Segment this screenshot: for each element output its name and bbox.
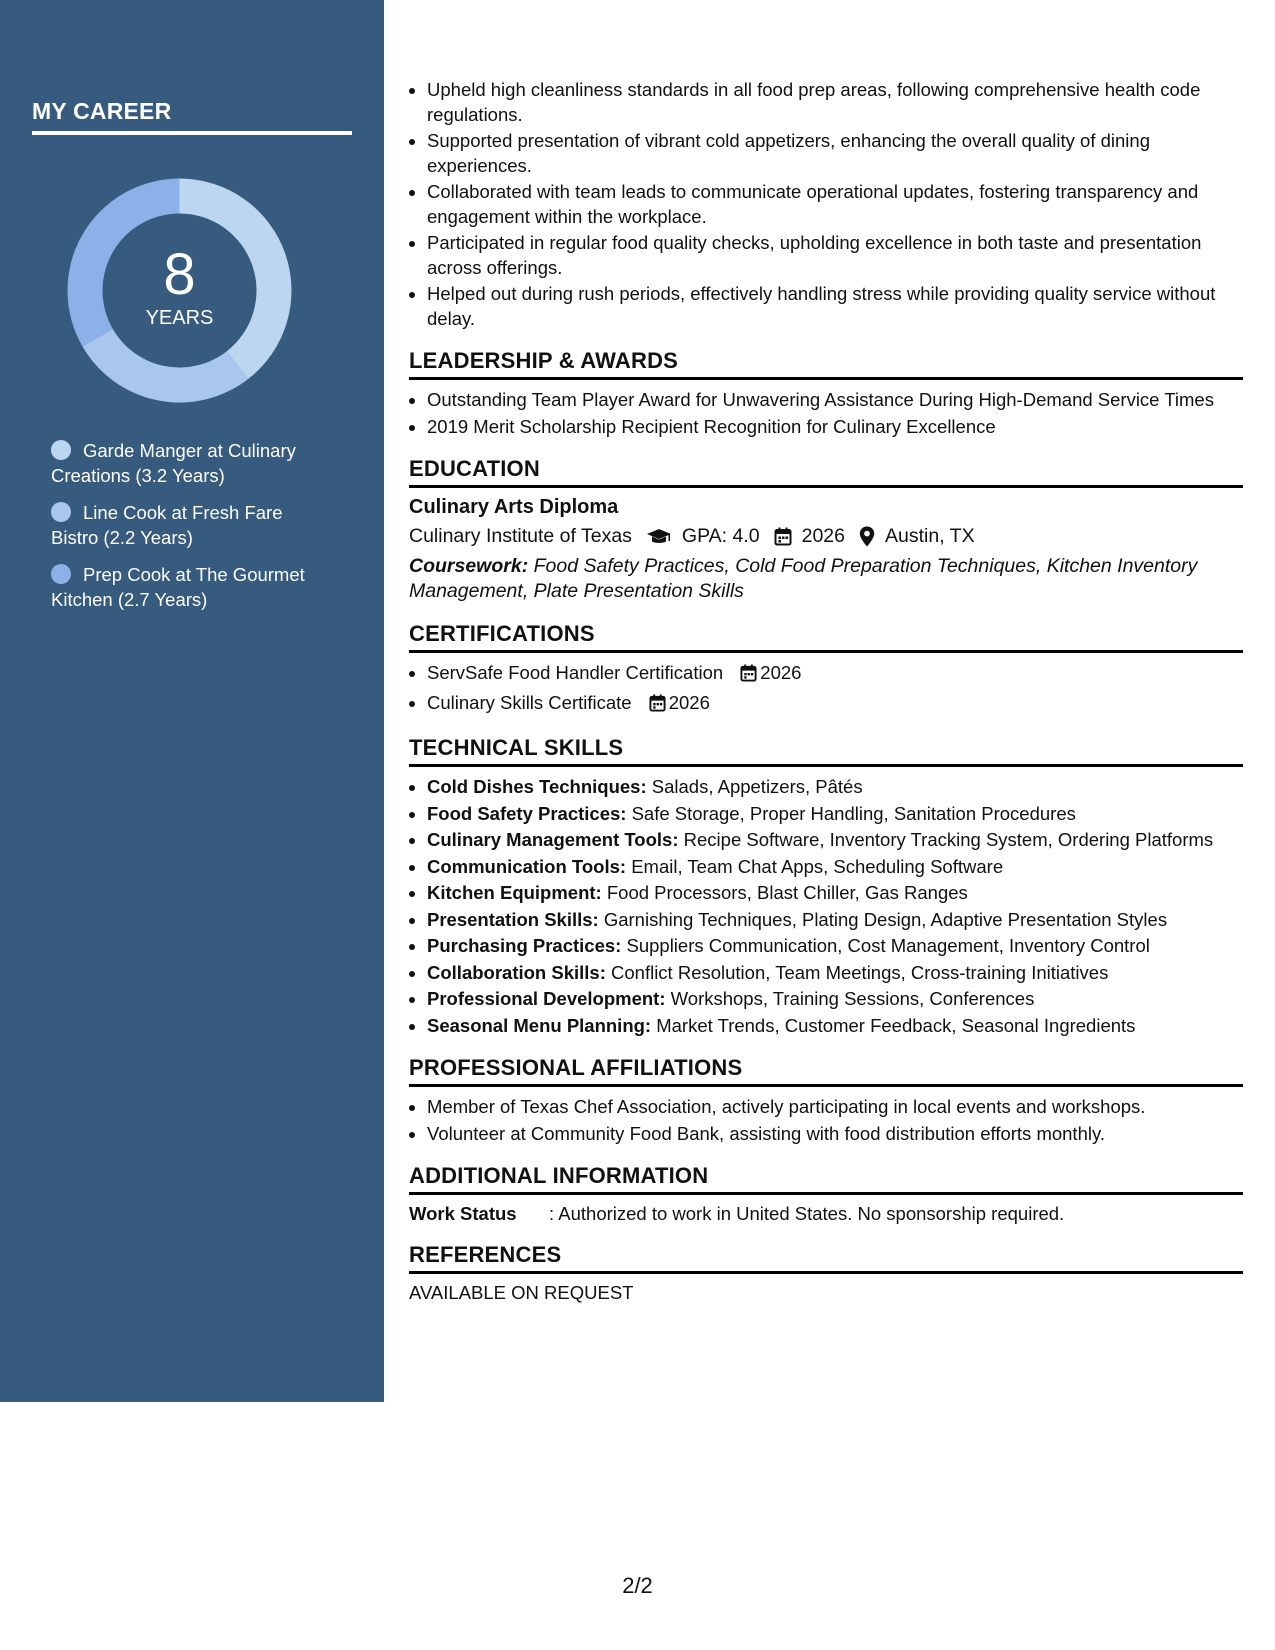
- leadership-heading: LEADERSHIP & AWARDS: [409, 348, 1243, 380]
- skill-item: [427, 908, 1243, 933]
- skill-value: Email, Team Chat Apps, Scheduling Software: [631, 855, 1004, 877]
- skill-value: Workshops, Training Sessions, Conferences: [670, 988, 1035, 1009]
- calendar-icon: [649, 694, 666, 719]
- skill-item: [427, 828, 1243, 853]
- total-years-number: 8: [163, 242, 196, 307]
- skill-label: Professional Development:: [427, 988, 666, 1009]
- leadership-section: [409, 348, 1243, 439]
- experience-bullet: • Upheld high cleanliness standards in all food prep areas, following comprehensive health code regulations.: [427, 78, 1243, 127]
- coursework-text: Food Safety Practices, Cold Food Preparation Techniques, Kitchen Inventory Management, Plate Presentation Skills: [409, 555, 1198, 602]
- skill-label: Food Safety Practices:: [427, 802, 627, 824]
- award-item: • 2019 Merit Scholarship Recipient Recognition for Culinary Excellence: [427, 415, 1243, 440]
- additional-heading: ADDITIONAL INFORMATION: [409, 1163, 1243, 1195]
- skill-item: [427, 802, 1243, 827]
- skill-label: Seasonal Menu Planning:: [427, 1014, 652, 1036]
- skill-value: Garnishing Techniques, Plating Design, Adaptive Presentation Styles: [603, 908, 1168, 930]
- skill-label: Purchasing Practices:: [427, 935, 622, 956]
- graduation-cap-icon: [646, 528, 672, 546]
- calendar-icon: [774, 527, 792, 546]
- career-item-text: Garde Manger at Culinary Creations (3.2 Years): [51, 440, 296, 486]
- affiliations-section: [409, 1055, 1243, 1146]
- education-heading: EDUCATION: [409, 456, 1243, 488]
- career-sidebar: [0, 0, 384, 1402]
- school-name: Culinary Institute of Texas: [409, 525, 632, 547]
- skills-section: [409, 735, 1243, 1038]
- certification-item: [427, 661, 1243, 689]
- skills-heading: TECHNICAL SKILLS: [409, 735, 1243, 767]
- skill-value: Market Trends, Customer Feedback, Seasonal Ingredients: [656, 1014, 1136, 1036]
- skill-item: [427, 775, 1243, 800]
- sidebar-title: MY CAREER: [32, 98, 352, 135]
- skill-item: [427, 881, 1243, 906]
- certification-year: 2026: [668, 691, 710, 713]
- degree-title: Culinary Arts Diploma: [409, 496, 619, 518]
- experience-bullet: • Collaborated with team leads to communicate operational updates, fostering transparency and engagement within the workplace.: [427, 180, 1243, 229]
- skill-value: Recipe Software, Inventory Tracking System, Ordering Platforms: [683, 829, 1214, 850]
- education-details: [409, 525, 1243, 548]
- references-text: AVAILABLE ON REQUEST: [409, 1282, 634, 1303]
- coursework: [409, 554, 1243, 604]
- skill-label: Cold Dishes Techniques:: [427, 776, 647, 797]
- work-status-label: Work Status: [409, 1203, 517, 1224]
- certification-year: 2026: [760, 662, 802, 683]
- skill-value: Conflict Resolution, Team Meetings, Cross-training Initiatives: [611, 961, 1109, 983]
- experience-bullet: • Helped out during rush periods, effectively handling stress while providing quality service without delay.: [427, 282, 1243, 331]
- work-status-row: [409, 1203, 1243, 1225]
- legend-dot-icon: [51, 440, 71, 460]
- certifications-heading: CERTIFICATIONS: [409, 621, 1243, 653]
- experience-bullet: • Participated in regular food quality checks, upholding excellence in both taste and presentation across offerings.: [427, 231, 1243, 280]
- main-content: [409, 78, 1243, 1304]
- skill-label: Presentation Skills:: [427, 908, 599, 930]
- skill-label: Collaboration Skills:: [427, 961, 606, 983]
- education-section: [409, 456, 1243, 604]
- work-status-value: : Authorized to work in United States. No sponsorship required.: [549, 1203, 1065, 1224]
- coursework-label: Coursework:: [409, 555, 529, 577]
- skill-item: [427, 987, 1243, 1012]
- gpa: GPA: 4.0: [681, 525, 760, 547]
- skill-item: [427, 1014, 1243, 1039]
- legend-dot-icon: [51, 564, 71, 584]
- affiliations-heading: PROFESSIONAL AFFILIATIONS: [409, 1055, 1243, 1087]
- affiliation-item: • Volunteer at Community Food Bank, assisting with food distribution efforts monthly.: [427, 1122, 1243, 1147]
- skill-label: Kitchen Equipment:: [427, 882, 602, 903]
- skill-value: Food Processors, Blast Chiller, Gas Ranges: [606, 882, 968, 903]
- skill-label: Communication Tools:: [427, 855, 627, 877]
- certifications-section: [409, 621, 1243, 718]
- skill-item: [427, 855, 1243, 880]
- career-item: [51, 562, 321, 612]
- legend-dot-icon: [51, 502, 71, 522]
- location-pin-icon: [859, 526, 875, 547]
- skill-value: Safe Storage, Proper Handling, Sanitation Procedures: [631, 802, 1076, 824]
- career-item-text: Line Cook at Fresh Fare Bistro (2.2 Years): [51, 502, 283, 548]
- school-location: Austin, TX: [885, 525, 975, 547]
- references-heading: REFERENCES: [409, 1242, 1243, 1274]
- skill-item: [427, 961, 1243, 986]
- skill-value: Suppliers Communication, Cost Management, Inventory Control: [626, 935, 1150, 956]
- certification-name: Culinary Skills Certificate: [427, 691, 632, 713]
- career-legend: [51, 438, 321, 624]
- skill-value: Salads, Appetizers, Pâtés: [651, 776, 863, 797]
- references-section: [409, 1242, 1243, 1304]
- graduation-year: 2026: [801, 525, 845, 547]
- skill-label: Culinary Management Tools:: [427, 829, 679, 850]
- career-item: [51, 438, 321, 488]
- skill-item: [427, 934, 1243, 959]
- award-item: • Outstanding Team Player Award for Unwavering Assistance During High-Demand Service Times: [427, 388, 1243, 413]
- experience-bullets: [409, 78, 1243, 331]
- additional-section: [409, 1163, 1243, 1225]
- career-donut-chart: [67, 178, 292, 403]
- career-item: [51, 500, 321, 550]
- certification-name: ServSafe Food Handler Certification: [427, 662, 724, 683]
- donut-center: [67, 178, 292, 403]
- certification-item: [427, 691, 1243, 719]
- calendar-icon: [740, 664, 757, 689]
- experience-bullet: • Supported presentation of vibrant cold appetizers, enhancing the overall quality of dining experiences.: [427, 129, 1243, 178]
- page-number: 2/2: [622, 1573, 653, 1598]
- affiliation-item: • Member of Texas Chef Association, actively participating in local events and workshops.: [427, 1095, 1243, 1120]
- career-item-text: Prep Cook at The Gourmet Kitchen (2.7 Years): [51, 564, 305, 610]
- total-years-unit: YEARS: [145, 307, 214, 329]
